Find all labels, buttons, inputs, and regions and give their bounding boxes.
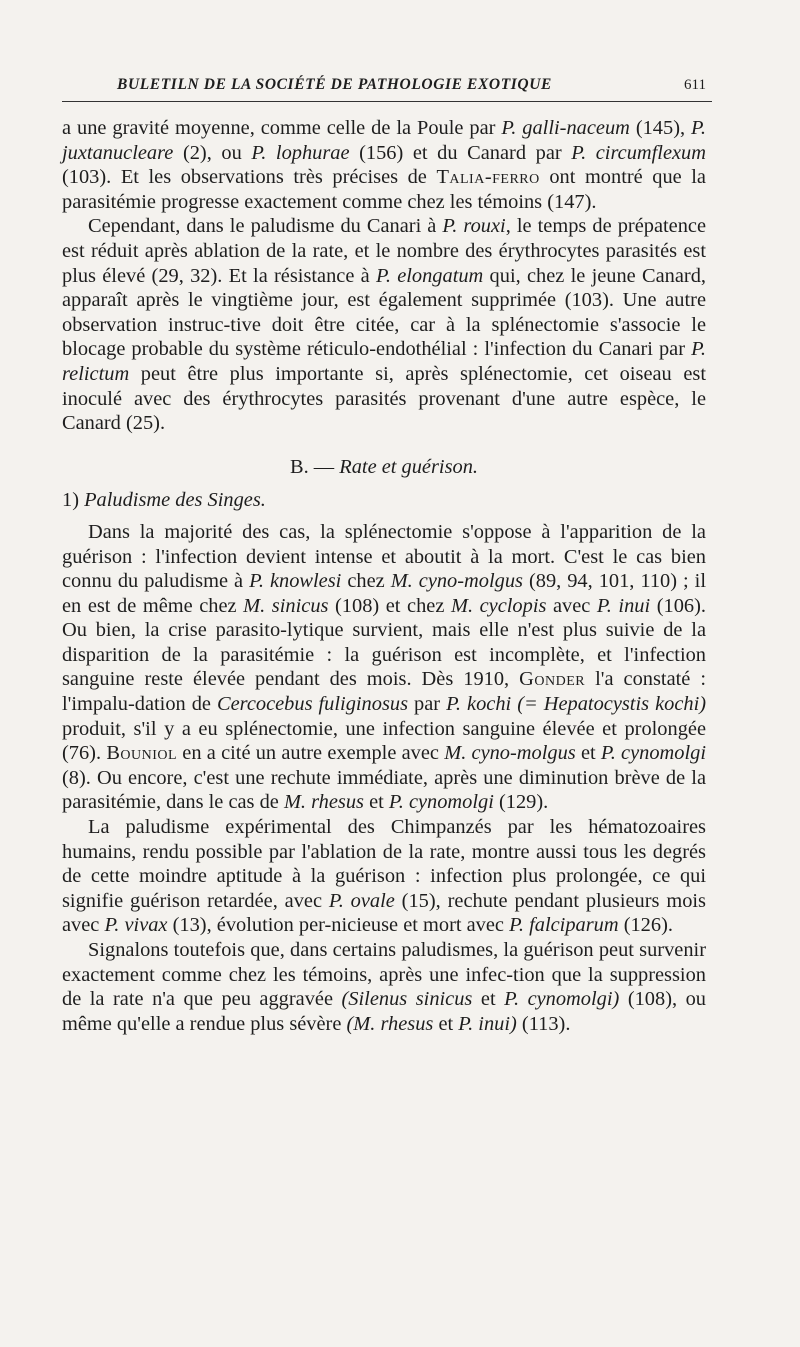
- header-rule: [62, 101, 712, 102]
- paragraph-1: a une gravité moyenne, comme celle de la Poule par P. galli-naceum (145), P. juxtanucleare (2), ou P. lophurae (156) et du Canard par P. circumflexum (103). Et les observations très précises de Talia-ferro ont montré que la parasitémie progresse exactement comme chez les témoins (147).: [62, 117, 706, 213]
- page-number: 611: [684, 77, 706, 93]
- paragraph-2: Cependant, dans le paludisme du Canari à P. rouxi, le temps de prépatence est réduit après ablation de la rate, et le nombre des érythrocytes parasités est plus élevé (29, 32). Et la résistance à P. elongatum qui, chez le jeune Canard, apparaît après le vingtième jour, est également supprimée (103). Une autre observation instruc-tive doit être citée, car à la splénectomie s'associe le blocage probable du système réticulo-endothélial : l'infection du Canari par P. relictum peut être plus importante si, après splénectomie, cet oiseau est inoculé avec des érythrocytes parasités provenant d'une autre espèce, le Canard (25).: [62, 215, 707, 435]
- running-title: BULETILN DE LA SOCIÉTÉ DE PATHOLOGIE EXOTIQUE: [117, 76, 552, 93]
- subsection-heading-1: 1) Paludisme des Singes.: [62, 489, 266, 512]
- paragraph-3: Dans la majorité des cas, la splénectomie s'oppose à l'apparition de la guérison : l'infection devient intense et aboutit à la mort. C'est le cas bien connu du paludisme à P. knowlesi chez M. cyno-molgus (89, 94, 101, 110) ; il en est de même chez M. sinicus (108) et chez M. cyclopis avec P. inui (106). Ou bien, la crise parasito-lytique survient, mais elle n'est plus suivie de la disparition de la parasitémie : la guérison est incomplète, et l'infection sanguine reste élevée pendant des mois. Dès 1910, Gonder l'a constaté : l'impalu-dation de Cercocebus fuliginosus par P. kochi (= Hepatocystis kochi) produit, s'il y a eu splénectomie, une infection sanguine élevée et prolongée (76). Bouniol en a cité un autre exemple avec M. cyno-molgus et P. cynomolgi (8). Ou encore, c'est une rechute immédiate, après une diminution brève de la parasitémie, dans le cas de M. rhesus et P. cynomolgi (129).: [62, 520, 707, 814]
- paragraph-4: La paludisme expérimental des Chimpanzés par les hématozoaires humains, rendu possible par l'ablation de la rate, montre aussi tous les degrés de cette moindre aptitude à la guérison : infection plus prolongée, ce qui signifie guérison retardée, avec P. ovale (15), rechute pendant plusieurs mois avec P. vivax (13), évolution per-nicieuse et mort avec P. falciparum (126).: [62, 816, 706, 937]
- body-text: [62, 116, 706, 1036]
- page-header: [62, 72, 712, 102]
- section-heading-b: B. — Rate et guérison.: [289, 455, 479, 478]
- paragraph-5: Signalons toutefois que, dans certains paludismes, la guérison peut survenir exactement comme chez les témoins, après une infec-tion que la suppression de la rate n'a que peu aggravée (Silenus sinicus et P. cynomolgi) (108), ou même qu'elle a rendue plus sévère (M. rhesus et P. inui) (113).: [62, 939, 706, 1035]
